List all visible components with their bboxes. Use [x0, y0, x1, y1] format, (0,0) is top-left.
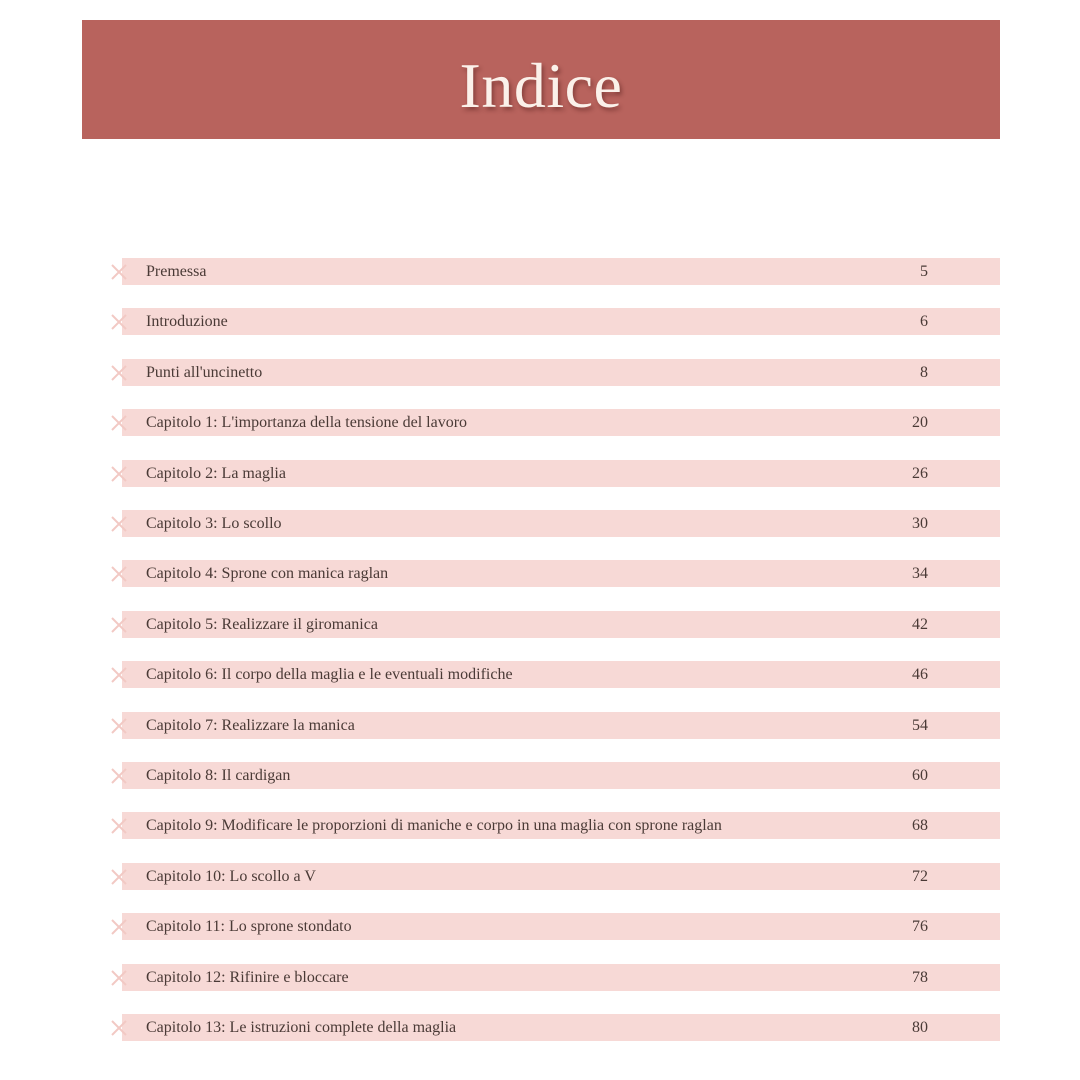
cross-stitch-icon	[108, 815, 130, 837]
toc-entry	[108, 409, 1000, 436]
page-title: Indice	[459, 50, 623, 121]
toc-entry-page-number: 54	[912, 717, 928, 734]
toc-entry-label: Capitolo 10: Lo scollo a V	[146, 868, 316, 885]
toc-entry-label: Capitolo 6: Il corpo della maglia e le eventuali modifiche	[146, 666, 513, 683]
cross-stitch-icon	[108, 1017, 130, 1039]
toc-entry-page-number: 30	[912, 515, 928, 532]
cross-stitch-icon	[108, 563, 130, 585]
cross-stitch-icon	[108, 614, 130, 636]
toc-entry	[108, 812, 1000, 839]
toc-entry-page-number: 80	[912, 1019, 928, 1036]
cross-stitch-icon	[108, 664, 130, 686]
toc-entry	[108, 308, 1000, 335]
toc-entry-page-number: 68	[912, 817, 928, 834]
toc-entry-page-number: 76	[912, 918, 928, 935]
toc-entry-page-number: 26	[912, 465, 928, 482]
toc-entry-page-number: 20	[912, 414, 928, 431]
toc-entry-label: Capitolo 3: Lo scollo	[146, 515, 282, 532]
cross-stitch-icon	[108, 463, 130, 485]
toc-entry	[108, 661, 1000, 688]
toc-entry-label: Capitolo 8: Il cardigan	[146, 767, 291, 784]
toc-entry-page-number: 72	[912, 868, 928, 885]
cross-stitch-icon	[108, 311, 130, 333]
toc-entry	[108, 964, 1000, 991]
toc-entry	[108, 1014, 1000, 1041]
toc-entry-label: Capitolo 1: L'importanza della tensione del lavoro	[146, 414, 468, 431]
toc-entry-label: Capitolo 2: La maglia	[146, 465, 286, 482]
toc-entry-label: Capitolo 13: Le istruzioni complete della maglia	[146, 1019, 457, 1036]
toc-entry-page-number: 34	[912, 565, 928, 582]
toc-entry-page-number: 78	[912, 969, 928, 986]
toc-entry-page-number: 42	[912, 616, 928, 633]
toc-entry-page-number: 5	[920, 263, 928, 280]
toc-entry-page-number: 6	[920, 313, 928, 330]
title-banner	[82, 20, 1000, 139]
toc-entry	[108, 359, 1000, 386]
toc-entry	[108, 611, 1000, 638]
toc-entry	[108, 913, 1000, 940]
toc-entry-label: Introduzione	[146, 313, 228, 330]
toc-entry	[108, 712, 1000, 739]
cross-stitch-icon	[108, 412, 130, 434]
cross-stitch-icon	[108, 916, 130, 938]
toc-entry	[108, 510, 1000, 537]
toc-entry-page-number: 60	[912, 767, 928, 784]
toc-entry-label: Premessa	[146, 263, 207, 280]
cross-stitch-icon	[108, 362, 130, 384]
toc-entry-label: Capitolo 12: Rifinire e bloccare	[146, 969, 349, 986]
toc-entry-label: Punti all'uncinetto	[146, 364, 263, 381]
toc-entry-page-number: 46	[912, 666, 928, 683]
cross-stitch-icon	[108, 765, 130, 787]
cross-stitch-icon	[108, 967, 130, 989]
toc-entry-bar	[122, 258, 1000, 285]
toc-entry-label: Capitolo 11: Lo sprone stondato	[146, 918, 352, 935]
toc-entry	[108, 560, 1000, 587]
toc-entry	[108, 762, 1000, 789]
toc-entry-bar	[122, 308, 1000, 335]
cross-stitch-icon	[108, 261, 130, 283]
toc-entry-label: Capitolo 5: Realizzare il giromanica	[146, 616, 378, 633]
toc-entry-label: Capitolo 7: Realizzare la manica	[146, 717, 355, 734]
cross-stitch-icon	[108, 715, 130, 737]
cross-stitch-icon	[108, 513, 130, 535]
toc-entry	[108, 460, 1000, 487]
toc-entry-page-number: 8	[920, 364, 928, 381]
toc-entry	[108, 863, 1000, 890]
cross-stitch-icon	[108, 866, 130, 888]
toc-entry-label: Capitolo 9: Modificare le proporzioni di maniche e corpo in una maglia con sprone raglan	[146, 817, 722, 834]
toc-entry	[108, 258, 1000, 285]
toc-entry-label: Capitolo 4: Sprone con manica raglan	[146, 565, 389, 582]
